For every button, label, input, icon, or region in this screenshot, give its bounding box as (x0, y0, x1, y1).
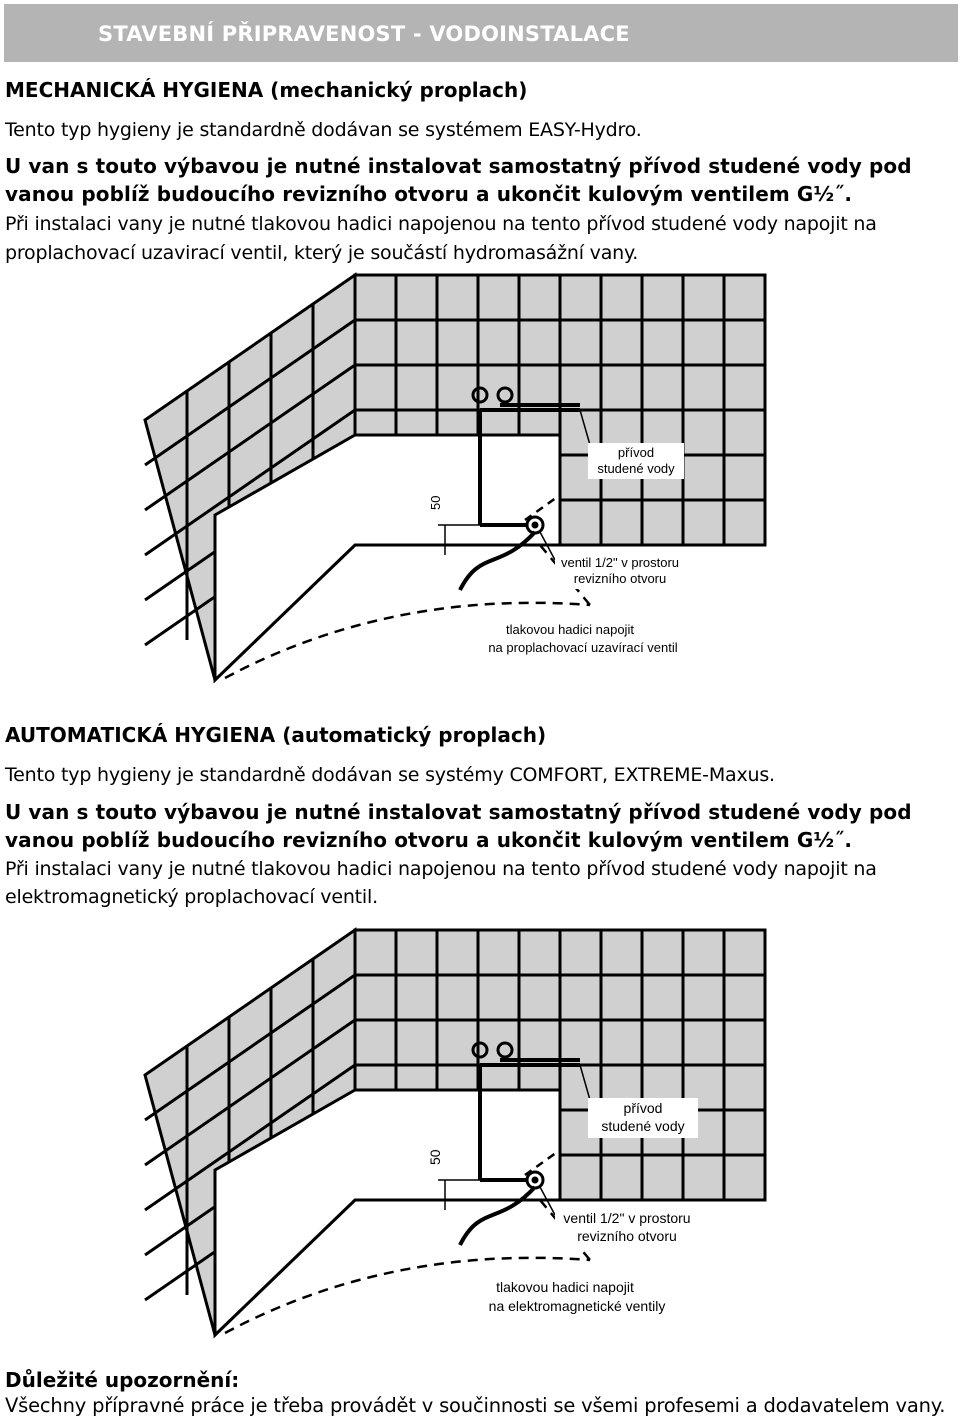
page-header (4, 4, 958, 62)
notice-text: Všechny přípravné práce je třeba provádět v součinnosti se všemi profesemi a dodavatelem vany. (5, 1394, 946, 1417)
section1-heading: MECHANICKÁ HYGIENA (mechanický proplach) (5, 78, 528, 102)
page-title: STAVEBNÍ PŘIPRAVENOST - VODOINSTALACE (98, 22, 630, 46)
section2-heading: AUTOMATICKÁ HYGIENA (automatický proplach) (5, 723, 547, 747)
section2-bold-line2: vanou poblíž budoucího revizního otvoru a ukončit kulovým ventilem G½˝. (5, 828, 853, 852)
section2-intro: Tento typ hygieny je standardně dodávan se systémy COMFORT, EXTREME-Maxus. (5, 764, 775, 786)
label-valve-2: revizního otvoru (577, 1228, 677, 1244)
section2-line3: Při instalaci vany je nutné tlakovou hadici napojenou na tento přívod studené vody napojit na (5, 858, 877, 880)
dimension-label: 50 (428, 495, 443, 510)
label-valve-1: ventil 1/2" v prostoru (563, 1210, 691, 1226)
label-supply-2: studené vody (597, 461, 675, 476)
notice-heading: Důležité upozornění: (5, 1368, 240, 1392)
section1-line4: proplachovací uzavirací ventil, který je součástí hydromasážní vany. (5, 242, 639, 264)
section2-line4: elektromagnetický proplachovací ventil. (5, 886, 378, 908)
label-supply-1: přívod (623, 1100, 663, 1116)
label-valve-2: revizního otvoru (573, 571, 667, 586)
section1-bold-line1: U van s touto výbavou je nutné instalovat samostatný přívod studené vody pod (5, 154, 912, 178)
label-hose-1: tlakovou hadici napojit (496, 1279, 634, 1295)
label-hose-2: na proplachovací uzavírací ventil (488, 640, 678, 655)
section1-bold-line2: vanou poblíž budoucího revizního otvoru a ukončit kulovým ventilem G½˝. (5, 182, 853, 206)
label-supply-1: přívod (617, 445, 655, 460)
section2-bold-line1: U van s touto výbavou je nutné instalovat samostatný přívod studené vody pod (5, 800, 912, 824)
label-hose-1: tlakovou hadici napojit (506, 622, 634, 637)
label-supply-2: studené vody (601, 1118, 685, 1134)
section1-intro: Tento typ hygieny je standardně dodávan se systémem EASY-Hydro. (5, 119, 642, 141)
label-valve-1: ventil 1/2" v prostoru (560, 555, 680, 570)
diagram-automatic (140, 925, 770, 1345)
label-hose-2: na elektromagnetické ventily (488, 1298, 666, 1314)
section1-line3: Při instalaci vany je nutné tlakovou hadici napojenou na tento přívod studené vody napojit na (5, 213, 877, 235)
diagram-mechanical (140, 270, 770, 690)
dimension-label: 50 (427, 1149, 443, 1165)
